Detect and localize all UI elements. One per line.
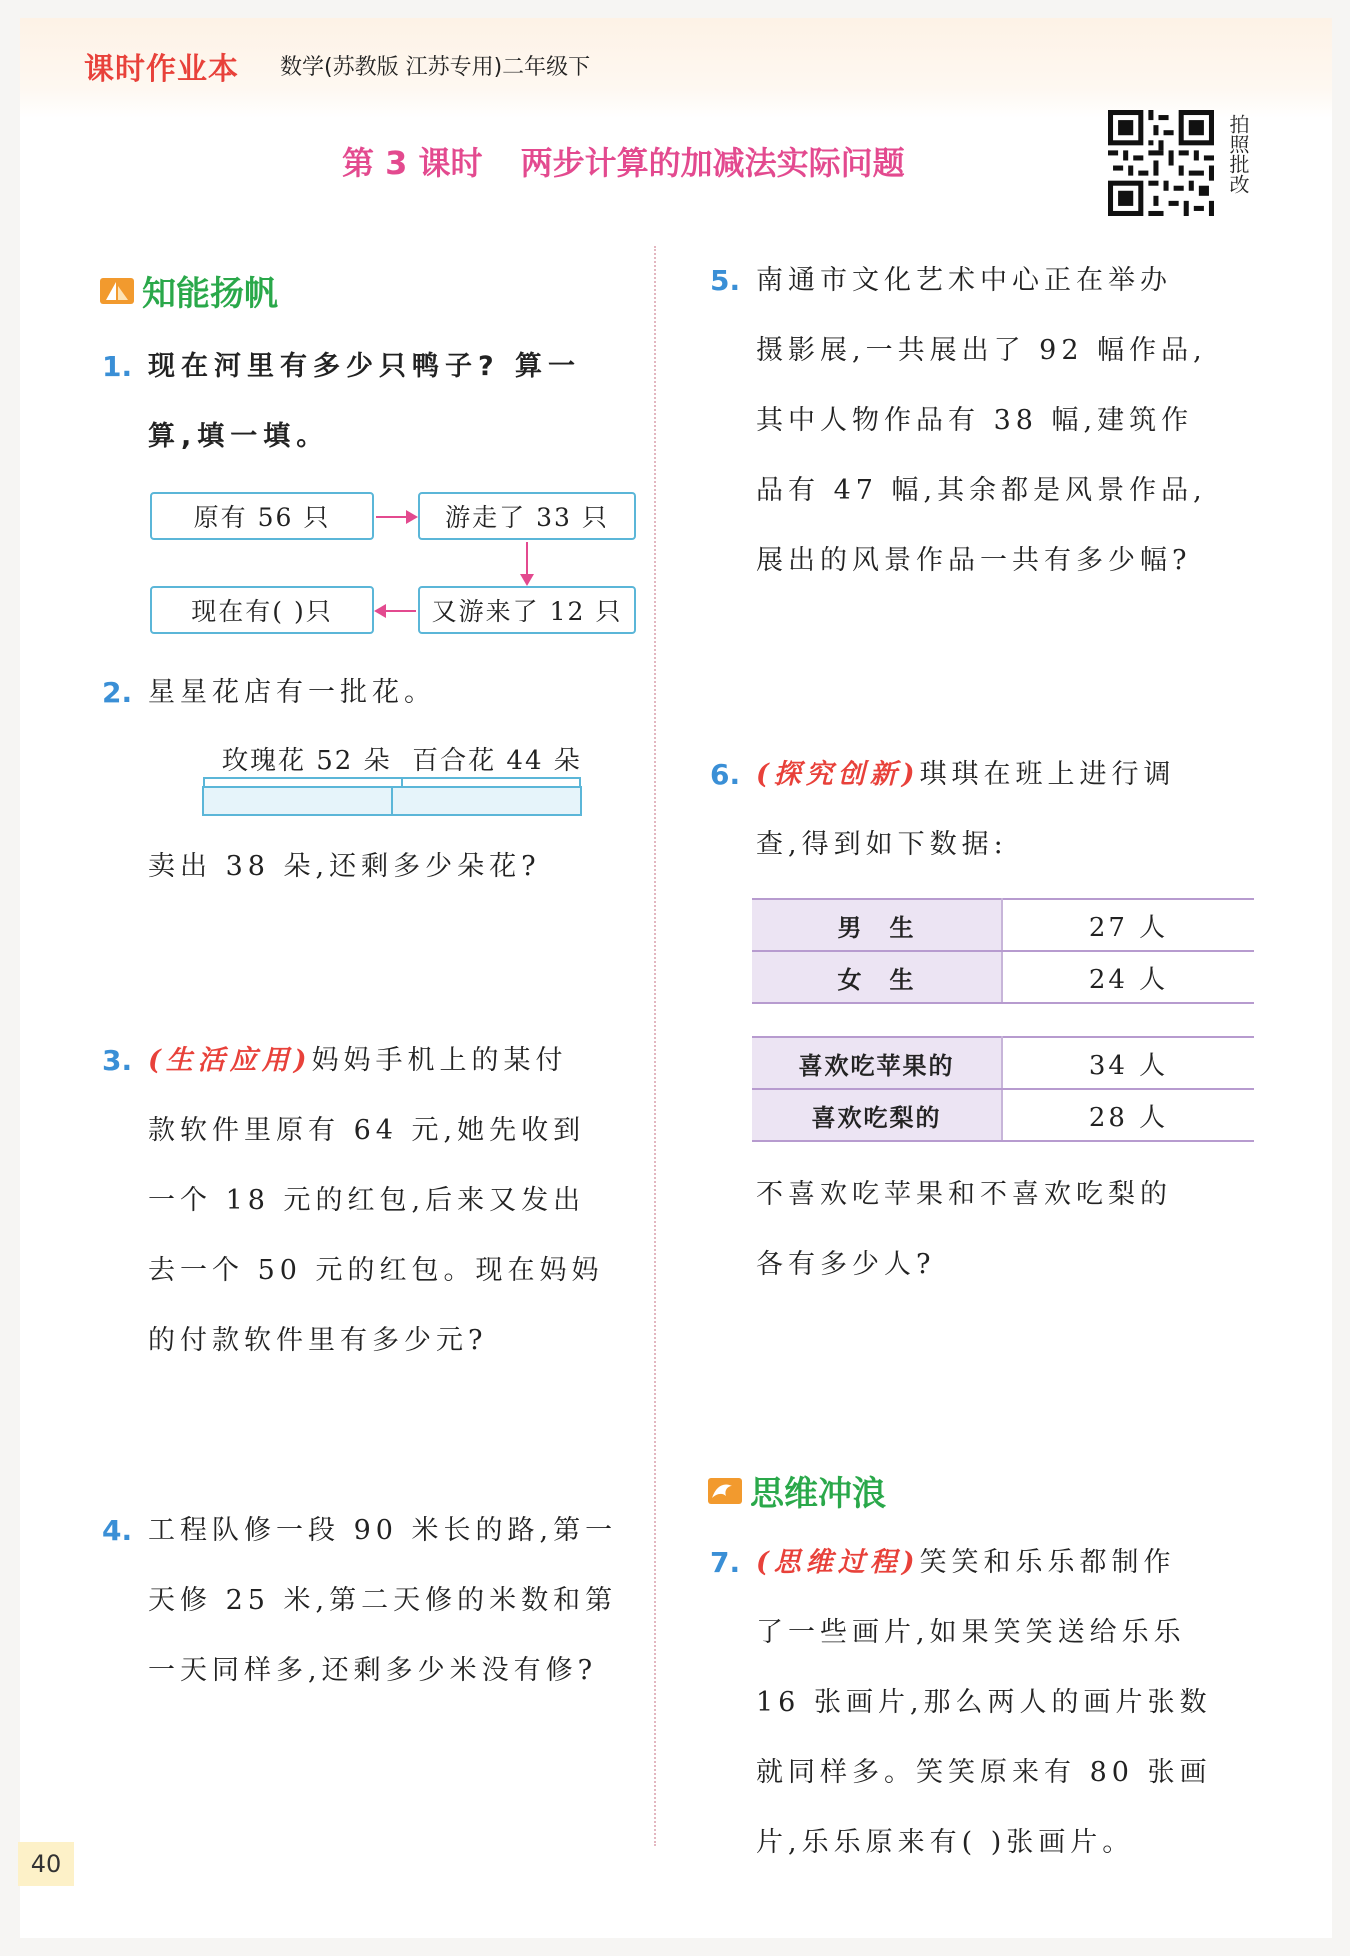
question-text: 款软件里原有 64 元,她先收到	[148, 1115, 586, 1146]
question-text: 妈妈手机上的某付	[311, 1045, 568, 1076]
question-text: 其中人物作品有 38 幅,建筑作	[756, 405, 1194, 436]
lesson-title	[342, 138, 905, 184]
fruit-table	[752, 1036, 1254, 1142]
table-cell-value: 28 人	[1002, 1089, 1254, 1141]
sail-icon	[100, 276, 134, 306]
box-now-answer[interactable]: 现在有( )只	[150, 586, 374, 634]
table-cell-label: 喜欢吃苹果的	[752, 1037, 1002, 1089]
question-text: 天修 25 米,第二天修的米数和第	[148, 1585, 618, 1616]
question-6	[710, 740, 1262, 880]
arrowhead-right-icon	[406, 510, 418, 524]
table-cell-value: 34 人	[1002, 1037, 1254, 1089]
question-2-ask: 卖出 38 朵,还剩多少朵花?	[148, 851, 541, 882]
question-4	[102, 1496, 648, 1706]
qr-code-icon[interactable]	[1108, 110, 1214, 216]
question-text: 南通市文化艺术中心正在举办	[756, 265, 1172, 296]
table-cell-label: 男 生	[752, 899, 1002, 951]
question-text: 的付款软件里有多少元?	[148, 1325, 488, 1356]
section-practice-heading	[100, 266, 278, 315]
question-number: 2.	[102, 676, 133, 709]
section-practice-title: 知能扬帆	[142, 274, 278, 314]
table-row	[752, 951, 1254, 1003]
bar-segment-roses	[204, 788, 393, 814]
wave-icon	[708, 1476, 742, 1506]
table-row	[752, 1089, 1254, 1141]
question-number: 3.	[102, 1044, 133, 1077]
table-cell-value: 24 人	[1002, 951, 1254, 1003]
arrowhead-down-icon	[520, 574, 534, 586]
label-roses: 玫瑰花 52 朵	[222, 746, 392, 776]
question-text: 了一些画片,如果笑笑送给乐乐	[756, 1617, 1186, 1648]
brand-title: 课时作业本	[84, 52, 239, 87]
question-text: 星星花店有一批花。	[148, 677, 436, 708]
question-3	[102, 1026, 648, 1376]
question-text: 不喜欢吃苹果和不喜欢吃梨的	[756, 1179, 1172, 1210]
question-2	[102, 658, 648, 728]
question-text: 算,填一填。	[148, 421, 330, 452]
subject-line: 数学(苏教版 江苏专用)二年级下	[280, 55, 591, 80]
page-number: 40	[18, 1842, 74, 1886]
table-cell-label: 女 生	[752, 951, 1002, 1003]
table-cell-label: 喜欢吃梨的	[752, 1089, 1002, 1141]
arrow-down	[526, 542, 528, 578]
lesson-number: 第 3 课时	[342, 144, 483, 182]
gender-table	[752, 898, 1254, 1004]
question-number: 4.	[102, 1514, 133, 1547]
question-6-ask	[756, 1160, 1262, 1300]
question-text: 展出的风景作品一共有多少幅?	[756, 545, 1192, 576]
question-tag: (生活应用)	[148, 1045, 312, 1076]
question-text: 一个 18 元的红包,后来又发出	[148, 1185, 586, 1216]
question-text: 笑笑和乐乐都制作	[919, 1547, 1176, 1578]
box-swam-away: 游走了 33 只	[418, 492, 636, 540]
question-text: 去一个 50 元的红包。现在妈妈	[148, 1255, 604, 1286]
section-thinking-heading	[708, 1466, 886, 1515]
arrow-left	[382, 610, 416, 612]
column-divider	[654, 246, 656, 1846]
section-thinking-title: 思维冲浪	[750, 1474, 886, 1514]
table-cell-value: 27 人	[1002, 899, 1254, 951]
question-number: 1.	[102, 350, 133, 383]
flower-labels	[222, 740, 582, 777]
question-5	[710, 246, 1262, 596]
table-row	[752, 1037, 1254, 1089]
box-swam-back: 又游来了 12 只	[418, 586, 636, 634]
arrowhead-left-icon	[374, 604, 386, 618]
box-original: 原有 56 只	[150, 492, 374, 540]
label-lilies: 百合花 44 朵	[412, 746, 582, 776]
bar-segment-lilies	[393, 788, 580, 814]
question-text: 查,得到如下数据:	[756, 829, 1008, 860]
table-row	[752, 899, 1254, 951]
question-tag: (探究创新)	[756, 759, 920, 790]
question-text: 工程队修一段 90 米长的路,第一	[148, 1515, 618, 1546]
question-text: 16 张画片,那么两人的画片张数	[756, 1687, 1212, 1718]
question-text: 品有 47 幅,其余都是风景作品,	[756, 475, 1207, 506]
question-number: 5.	[710, 264, 741, 297]
question-number: 7.	[710, 1546, 741, 1579]
question-1	[102, 332, 648, 472]
question-tag: (思维过程)	[756, 1547, 920, 1578]
question-text: 琪琪在班上进行调	[919, 759, 1176, 790]
question-text: 各有多少人?	[756, 1249, 936, 1280]
flower-bar	[202, 786, 582, 816]
question-text[interactable]: 片,乐乐原来有( )张画片。	[756, 1827, 1135, 1858]
question-text: 摄影展,一共展出了 92 幅作品,	[756, 335, 1207, 366]
question-number: 6.	[710, 758, 741, 791]
question-text: 一天同样多,还剩多少米没有修?	[148, 1655, 598, 1686]
question-7	[710, 1528, 1262, 1878]
question-text: 就同样多。笑笑原来有 80 张画	[756, 1757, 1212, 1788]
lesson-name: 两步计算的加减法实际问题	[520, 144, 905, 182]
qr-label: 拍照批改	[1226, 114, 1250, 194]
question-text: 现在河里有多少只鸭子? 算一	[148, 351, 582, 382]
